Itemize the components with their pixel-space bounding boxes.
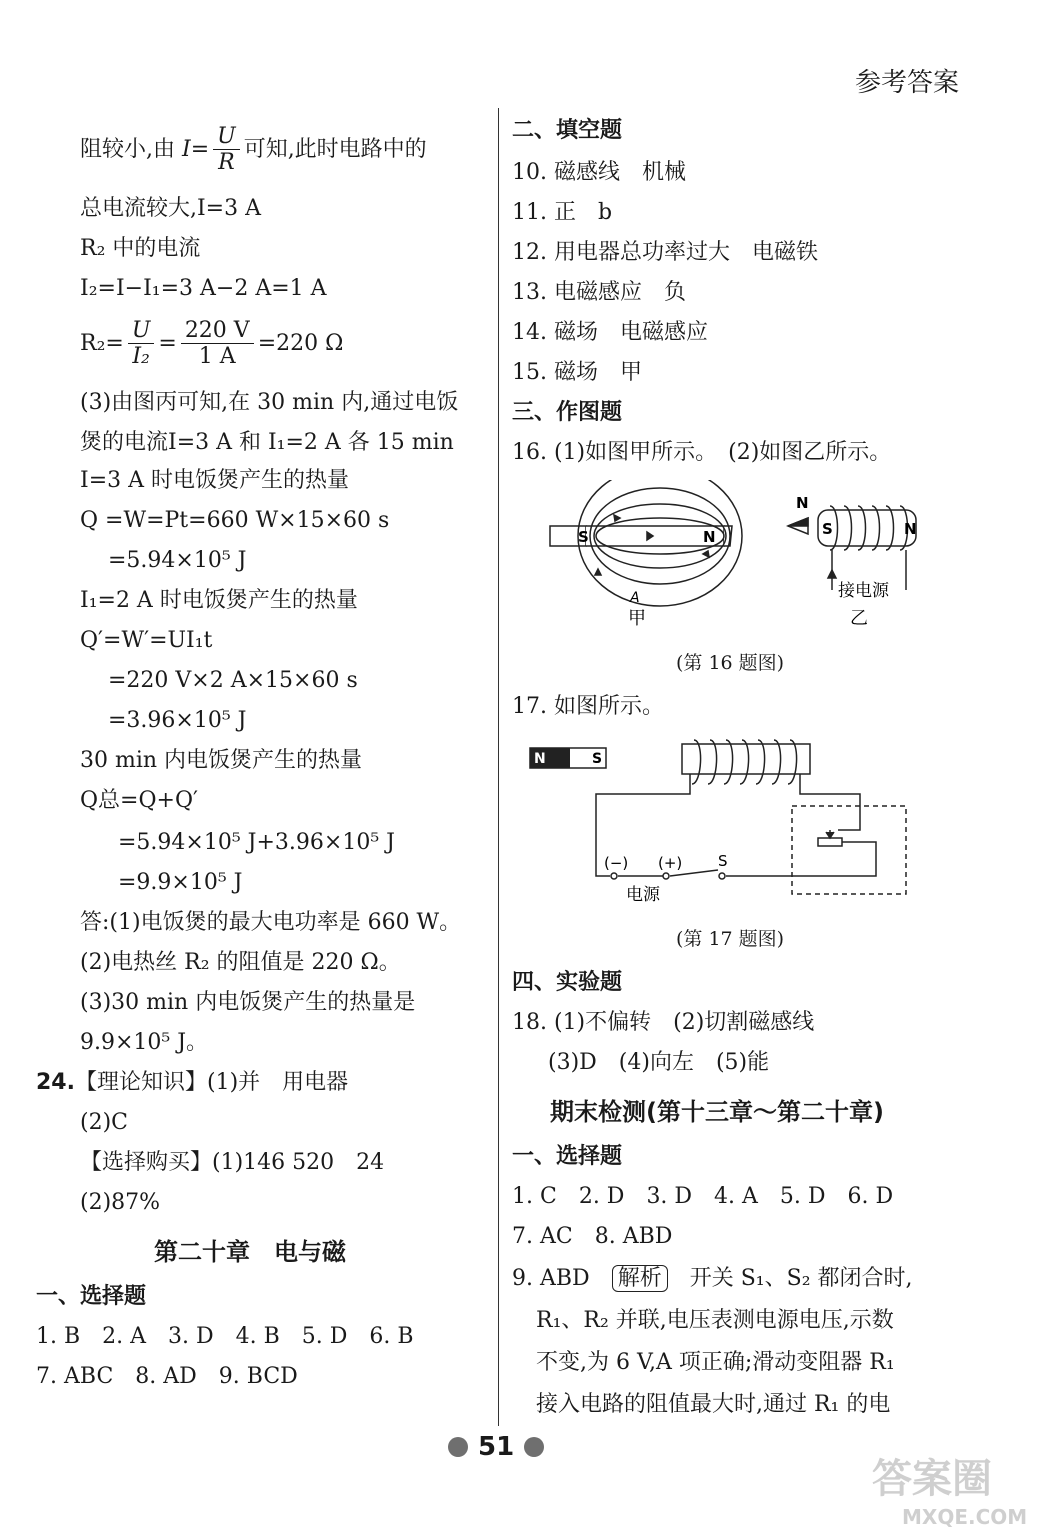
final-answers-row-1: 1. C 2. D 3. D 4. A 5. D 6. D	[512, 1184, 894, 1209]
final-analysis-line-4: 接入电路的阻值最大时,通过 R₁ 的电	[536, 1392, 891, 1417]
solenoid-s-label: S	[822, 520, 833, 538]
answer-10: 10. 磁感线 机械	[512, 160, 686, 185]
answer-16: 16. (1)如图甲所示。 (2)如图乙所示。	[512, 440, 892, 465]
figure-17	[520, 730, 920, 910]
left-line-13: =220 V×2 A×15×60 s	[108, 668, 358, 693]
magnet-n-label: N	[703, 528, 716, 546]
final-analysis-line-2: R₁、R₂ 并联,电压表测电源电压,示数	[536, 1308, 894, 1333]
answer-13: 13. 电磁感应 负	[512, 280, 686, 305]
final-analysis-line-3: 不变,为 6 V,A 项正确;滑动变阻器 R₁	[536, 1350, 895, 1375]
choice-answers-row-1: 1. B 2. A 3. D 4. B 5. D 6. B	[36, 1324, 414, 1349]
left-line-4: I₂=I−I₁=3 A−2 A=1 A	[80, 276, 327, 301]
left-line-14: =3.96×10⁵ J	[108, 708, 247, 733]
fraction-220v-over-1a: $\frac{220 V}{1 A}$	[181, 318, 254, 370]
left-line-10: =5.94×10⁵ J	[108, 548, 247, 573]
left-line-22: 9.9×10⁵ J。	[80, 1030, 209, 1055]
left-line-8: I=3 A 时电饭煲产生的热量	[80, 468, 349, 493]
watermark-logo	[866, 1448, 1038, 1530]
power-source-label: 接电源	[838, 581, 889, 601]
figure-yi-label: 乙	[850, 608, 868, 629]
left-line-1: 阻较小,由 I= $\frac{U}{R}$ 可知,此时电路中的	[80, 124, 427, 176]
answer-15: 15. 磁场 甲	[512, 360, 642, 385]
magnet-n-label: N	[534, 751, 546, 767]
answer-17: 17. 如图所示。	[512, 694, 664, 719]
answer-12: 12. 用电器总功率过大 电磁铁	[512, 240, 818, 265]
left-line-21: (3)30 min 内电饭煲产生的热量是	[80, 990, 416, 1015]
positive-terminal-label: (+)	[658, 854, 683, 872]
left-line-2: 总电流较大,I=3 A	[80, 196, 261, 221]
left-line-5: R₂= $\frac{U}{\text{I₂}}$ = $\frac{220 V}{1 A}$ =220 Ω	[80, 318, 344, 370]
section-experiment-heading: 四、实验题	[512, 970, 623, 995]
column-divider	[498, 108, 499, 1426]
magnet-s-label: S	[578, 528, 589, 546]
solenoid-diagram	[788, 506, 916, 590]
answer-18: 18. (1)不偏转 (2)切割磁感线	[512, 1010, 815, 1035]
section-fill-heading: 二、填空题	[512, 118, 623, 143]
magnet-s-label: S	[592, 751, 603, 767]
leaf-icon	[524, 1437, 544, 1457]
chapter-title: 第二十章 电与磁	[154, 1238, 346, 1266]
final-answer-9: 9. ABD 解析 开关 S₁、S₂ 都闭合时,	[512, 1266, 913, 1291]
point-a-label: A	[630, 590, 640, 606]
question-24-part-2: (2)C	[80, 1110, 128, 1135]
page-number: 51	[448, 1432, 544, 1462]
question-24-purchase: 【选择购买】(1)146 520 24	[80, 1150, 385, 1175]
left-line-15: 30 min 内电饭煲产生的热量	[80, 748, 363, 773]
switch-label: S	[718, 852, 728, 870]
power-source-label: 电源	[626, 885, 660, 905]
figure-17-caption: (第 17 题图)	[676, 928, 785, 950]
question-24-efficiency: (2)87%	[80, 1190, 161, 1215]
section-drawing-heading: 三、作图题	[512, 400, 623, 425]
choice-answers-row-2: 7. ABC 8. AD 9. BCD	[36, 1364, 298, 1389]
left-line-16: Q总=Q+Q′	[80, 788, 198, 813]
figure-16	[540, 480, 940, 640]
left-line-20: (2)电热丝 R₂ 的阻值是 220 Ω。	[80, 950, 401, 975]
left-line-11: I₁=2 A 时电饭煲产生的热量	[80, 588, 358, 613]
fraction-u-over-i2: $\frac{U}{\text{I₂}}$	[128, 318, 155, 370]
left-line-18: =9.9×10⁵ J	[118, 870, 243, 895]
figure-jia-label: 甲	[628, 608, 646, 629]
left-line-7: 煲的电流I=3 A 和 I₁=2 A 各 15 min	[80, 430, 454, 455]
final-answers-row-2: 7. AC 8. ABD	[512, 1224, 673, 1249]
question-24: 24.【理论知识】(1)并 用电器	[36, 1070, 349, 1095]
coil-circuit	[596, 740, 906, 894]
left-line-3: R₂ 中的电流	[80, 236, 201, 261]
answer-11: 11. 正 b	[512, 200, 613, 225]
section-choice-heading: 一、选择题	[36, 1284, 147, 1309]
answer-18-part-2: (3)D (4)向左 (5)能	[548, 1050, 770, 1075]
left-line-19: 答:(1)电饭煲的最大电功率是 660 W。	[80, 910, 462, 935]
fraction-u-over-r: $\frac{U}{R}$	[213, 124, 240, 176]
leaf-icon	[448, 1437, 468, 1457]
solenoid-n-label: N	[904, 520, 917, 538]
analysis-badge: 解析	[612, 1265, 668, 1292]
left-line-6: (3)由图丙可知,在 30 min 内,通过电饭	[80, 390, 459, 415]
left-line-17: =5.94×10⁵ J+3.96×10⁵ J	[118, 830, 395, 855]
page-header-title: 参考答案	[854, 68, 959, 98]
negative-terminal-label: (−)	[604, 854, 629, 872]
watermark-url: MXQE.COM	[902, 1505, 1028, 1529]
final-section-choice-heading: 一、选择题	[512, 1144, 623, 1169]
needle-n-label: N	[796, 494, 809, 512]
watermark-text: 答案圈	[872, 1456, 992, 1502]
answer-14: 14. 磁场 电磁感应	[512, 320, 708, 345]
figure-16-caption: (第 16 题图)	[676, 652, 785, 674]
left-line-12: Q′=W′=UI₁t	[80, 628, 213, 653]
left-line-9: Q =W=Pt=660 W×15×60 s	[80, 508, 390, 533]
final-exam-title: 期末检测(第十三章～第二十章)	[550, 1098, 884, 1126]
